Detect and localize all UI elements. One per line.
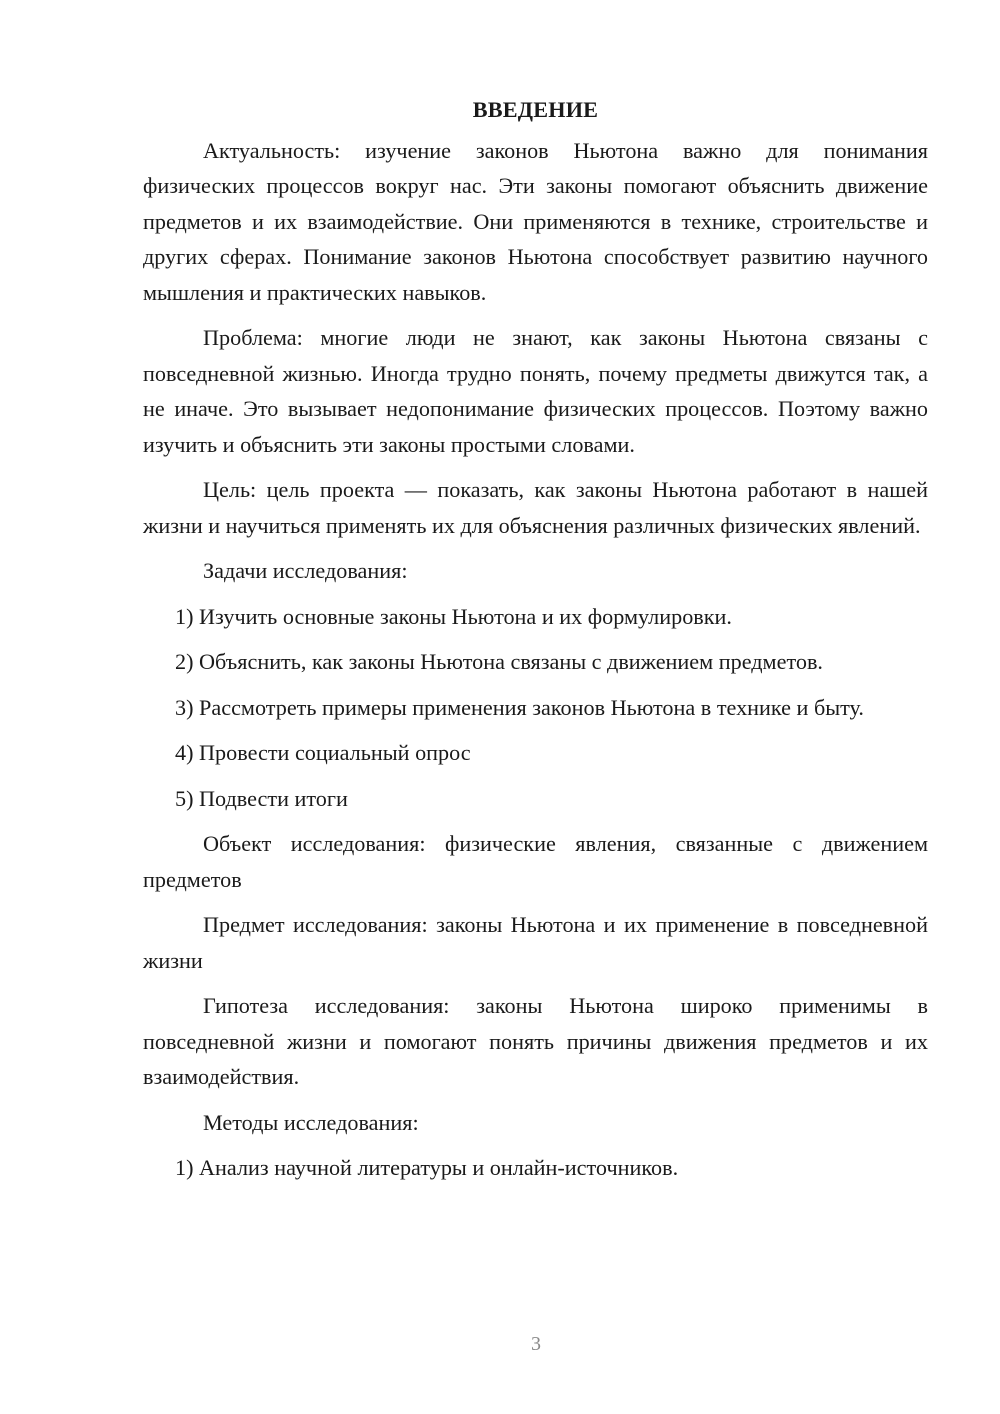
section-heading: ВВЕДЕНИЕ [472,97,599,122]
method-item: 1) Анализ научной литературы и онлайн-источников. [175,1155,679,1180]
paragraph-goal: Цель: цель проекта — показать, как законы Ньютона работают в нашей жизни и научиться применять их для объяснения различных физических явлений. [143,477,928,538]
task-item: 2) Объяснить, как законы Ньютона связаны с движением предметов. [175,649,823,674]
page-number: 3 [531,1333,541,1355]
task-item: 5) Подвести итоги [175,785,348,811]
task-item: 3) Рассмотреть примеры применения законов Ньютона в технике и быту. [175,694,864,720]
paragraph-relevance: Актуальность: изучение законов Ньютона важно для понимания физических процессов вокруг нас. Эти законы помогают объяснить движение предметов и их взаимодействие. Они применяются в технике, строительстве и других сферах. Понимание законов Ньютона способствует развитию научного мышления и практических навыков. [143,137,928,305]
paragraph-hypothesis: Гипотеза исследования: законы Ньютона широко применимы в повседневной жизни и помогают понять причины движения предметов и их взаимодействия. [143,993,928,1089]
paragraph-object: Объект исследования: физические явления, связанные с движением предметов [143,831,928,892]
tasks-title: Задачи исследования: [203,558,408,583]
page-content [143,92,928,1186]
paragraph-problem: Проблема: многие люди не знают, как законы Ньютона связаны с повседневной жизнью. Иногда трудно понять, почему предметы движутся так, а не иначе. Это вызывает недопонимание физических процессов. Поэтому важно изучить и объяснить эти законы простыми словами. [143,325,928,457]
paragraph-subject: Предмет исследования: законы Ньютона и их применение в повседневной жизни [143,912,928,973]
methods-title: Методы исследования: [203,1109,419,1135]
task-item: 1) Изучить основные законы Ньютона и их формулировки. [175,603,732,629]
task-item: 4) Провести социальный опрос [175,740,471,765]
